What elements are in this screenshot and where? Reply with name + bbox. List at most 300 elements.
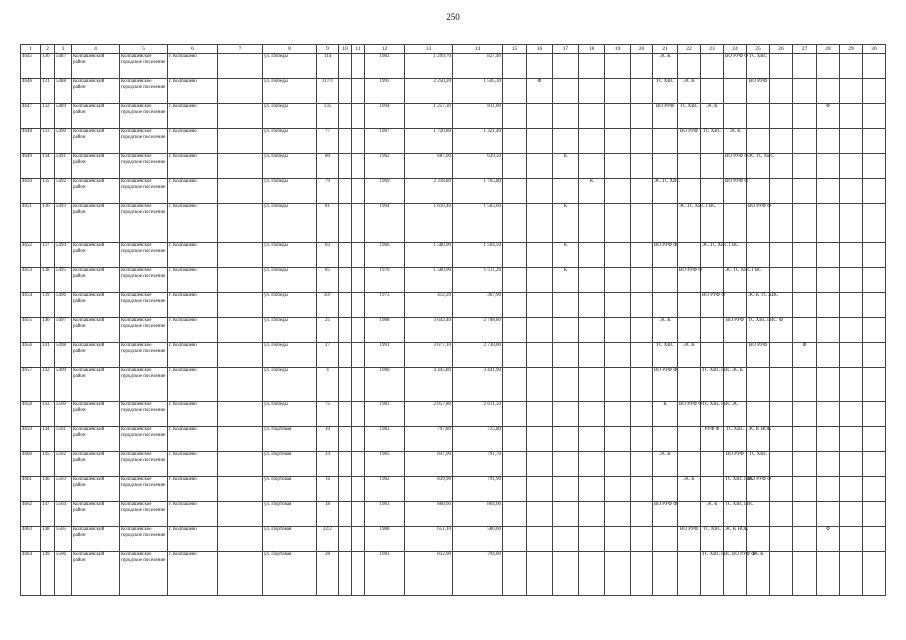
table-cell-col-27	[793, 552, 817, 596]
table-cell-col-24: ТС ХВС ГВС	[724, 502, 747, 527]
table-cell-col-13: 868,60	[405, 502, 453, 527]
table-cell-col-29	[840, 502, 863, 527]
table-cell-col-22	[678, 293, 701, 318]
table-cell-col-24: ВО РУФ Ф	[724, 179, 747, 204]
table-cell-col-20	[631, 79, 653, 104]
table-cell-col-6: г. Колпашево	[168, 179, 218, 204]
table-cell-col-14: 2 611,50	[453, 402, 503, 427]
table-cell-col-10	[339, 552, 352, 596]
table-cell-col-9: 27	[317, 343, 339, 368]
table-cell-col-12: 1983	[365, 402, 405, 427]
table-cell-col-26	[770, 343, 793, 368]
table-cell-col-27	[793, 318, 817, 343]
column-header-16: 16	[527, 45, 553, 54]
table-cell-col-8: ул. Победы	[263, 243, 317, 268]
column-header-13: 13	[405, 45, 453, 54]
table-cell-col-2: 141	[41, 343, 55, 368]
table-cell-col-29	[840, 452, 863, 477]
table-cell-col-2: 138	[41, 268, 55, 293]
table-cell-col-10	[339, 452, 352, 477]
table-cell-col-8: ул. Победы	[263, 129, 317, 154]
table-cell-col-14: 2 708,80	[453, 318, 503, 343]
table-cell-col-18	[579, 502, 605, 527]
column-header-26: 26	[770, 45, 793, 54]
table-cell-col-24: ТС ХВС ГВС	[724, 477, 747, 502]
table-cell-col-24	[724, 104, 747, 129]
table-cell-col-17	[553, 552, 579, 596]
table-cell-col-10	[339, 527, 352, 552]
table-cell-col-10	[339, 104, 352, 129]
table-cell-col-26	[770, 129, 793, 154]
table-cell-col-26	[770, 54, 793, 79]
column-header-18: 18	[579, 45, 605, 54]
table-cell-col-1: 4661	[21, 477, 41, 502]
table-cell-col-25: ЭС ТС ХВС	[747, 154, 770, 179]
table-cell-col-15	[503, 129, 527, 154]
table-cell-col-13: 412,20	[405, 293, 453, 318]
table-cell-col-18	[579, 129, 605, 154]
table-cell-col-5: Колпашевское городское поселение	[120, 477, 168, 502]
table-row	[21, 552, 886, 596]
table-cell-col-15	[503, 452, 527, 477]
table-row	[21, 154, 886, 179]
table-cell-col-23	[701, 268, 724, 293]
table-cell-col-17	[553, 129, 579, 154]
table-cell-col-7	[218, 268, 263, 293]
table-cell-col-8: ул. Портовая	[263, 552, 317, 596]
table-cell-col-21	[653, 552, 678, 596]
table-cell-col-27	[793, 54, 817, 79]
table-cell-col-12: 1988	[365, 527, 405, 552]
table-cell-col-7	[218, 477, 263, 502]
table-cell-col-25	[747, 527, 770, 552]
column-header-8: 8	[263, 45, 317, 54]
table-row	[21, 243, 886, 268]
table-cell-col-7	[218, 502, 263, 527]
table-row	[21, 502, 886, 527]
table-cell-col-12: 1985	[365, 452, 405, 477]
column-header-28: 28	[817, 45, 840, 54]
table-cell-col-22	[678, 368, 701, 402]
table-cell-col-29	[840, 552, 863, 596]
table-cell-col-30	[863, 343, 886, 368]
table-cell-col-17	[553, 368, 579, 402]
table-cell-col-28	[817, 452, 840, 477]
table-cell-col-8: ул. Победы	[263, 343, 317, 368]
table-cell-col-7	[218, 343, 263, 368]
table-cell-col-24	[724, 552, 747, 596]
table-cell-col-30	[863, 368, 886, 402]
table-cell-col-1: 4657	[21, 368, 41, 402]
table-cell-col-15	[503, 54, 527, 79]
table-cell-col-16	[527, 452, 553, 477]
table-cell-col-19	[605, 79, 631, 104]
table-cell-col-18	[579, 343, 605, 368]
table-cell-col-21: ВО РУФ	[653, 104, 678, 129]
table-cell-col-10	[339, 502, 352, 527]
table-cell-col-27	[793, 452, 817, 477]
table-cell-col-9: 83	[317, 243, 339, 268]
table-cell-col-11	[352, 402, 365, 427]
table-cell-col-26	[770, 243, 793, 268]
table-cell-col-26	[770, 452, 793, 477]
table-cell-col-5: Колпашевское городское поселение	[120, 427, 168, 452]
table-cell-col-23: ЭС К	[701, 104, 724, 129]
table-cell-col-4: Колпашевский район	[72, 452, 120, 477]
table-cell-col-18	[579, 54, 605, 79]
table-cell-col-26	[770, 104, 793, 129]
table-cell-col-10	[339, 402, 352, 427]
table-cell-col-20	[631, 154, 653, 179]
table-cell-col-23: ТС ХВС ГВС ЭС К	[701, 368, 724, 402]
table-cell-col-4: Колпашевский район	[72, 243, 120, 268]
table-cell-col-26	[770, 427, 793, 452]
table-cell-col-9: 114	[317, 54, 339, 79]
table-cell-col-1: 4656	[21, 343, 41, 368]
table-cell-col-9: 79	[317, 179, 339, 204]
table-cell-col-12: 1995	[365, 79, 405, 104]
table-cell-col-17: К	[553, 268, 579, 293]
table-cell-col-3: 5488	[55, 79, 72, 104]
table-cell-col-1: 4653	[21, 268, 41, 293]
table-cell-col-20	[631, 427, 653, 452]
table-cell-col-25: ТС ХВС	[747, 54, 770, 79]
table-cell-col-11	[352, 204, 365, 243]
table-cell-col-15	[503, 179, 527, 204]
table-cell-col-1: 4654	[21, 293, 41, 318]
table-cell-col-29	[840, 179, 863, 204]
table-cell-col-24	[724, 79, 747, 104]
table-cell-col-24: ВО РУФ Ф	[724, 154, 747, 179]
table-cell-col-27	[793, 179, 817, 204]
table-cell-col-22: ВО РУФ Ф	[678, 402, 701, 427]
table-cell-col-25: ТС ХВС ГВС	[747, 318, 770, 343]
table-cell-col-6: г. Колпашево	[168, 402, 218, 427]
table-cell-col-20	[631, 243, 653, 268]
table-cell-col-24: ЭС ТС ХВС ГВС	[724, 268, 747, 293]
table-cell-col-16	[527, 243, 553, 268]
table-cell-col-5: Колпашевское городское поселение	[120, 243, 168, 268]
table-cell-col-18	[579, 104, 605, 129]
table-cell-col-28	[817, 179, 840, 204]
table-cell-col-9: 14	[317, 452, 339, 477]
table-cell-col-25: ВО РУФ Ф	[747, 204, 770, 243]
table-cell-col-27	[793, 427, 817, 452]
column-header-2: 2	[41, 45, 55, 54]
table-cell-col-20	[631, 343, 653, 368]
table-cell-col-21	[653, 527, 678, 552]
table-cell-col-8: ул. Победы	[263, 402, 317, 427]
table-cell-col-3: 5502	[55, 452, 72, 477]
table-cell-col-7	[218, 402, 263, 427]
table-cell-col-9: 16	[317, 477, 339, 502]
table-cell-col-18	[579, 477, 605, 502]
table-cell-col-4: Колпашевский район	[72, 204, 120, 243]
table-cell-col-25	[747, 104, 770, 129]
table-cell-col-6: г. Колпашево	[168, 318, 218, 343]
table-cell-col-29	[840, 154, 863, 179]
table-cell-col-28	[817, 268, 840, 293]
table-cell-col-22	[678, 179, 701, 204]
table-cell-col-1: 4647	[21, 104, 41, 129]
table-cell-col-30	[863, 452, 886, 477]
column-header-15: 15	[503, 45, 527, 54]
table-cell-col-3: 5506	[55, 552, 72, 596]
table-cell-col-4: Колпашевский район	[72, 154, 120, 179]
column-header-24: 24	[724, 45, 747, 54]
table-cell-col-22: ВО РУФ Ф	[678, 268, 701, 293]
table-cell-col-23: ЭС К	[701, 502, 724, 527]
table-cell-col-13: 3 677,10	[405, 343, 453, 368]
table-cell-col-13: 687,00	[405, 154, 453, 179]
table-cell-col-25	[747, 129, 770, 154]
table-cell-col-15	[503, 104, 527, 129]
table-cell-col-10	[339, 477, 352, 502]
table-cell-col-27	[793, 129, 817, 154]
table-cell-col-16	[527, 104, 553, 129]
table-cell-col-4: Колпашевский район	[72, 54, 120, 79]
table-cell-col-8: ул. Победы	[263, 54, 317, 79]
column-header-22: 22	[678, 45, 701, 54]
table-cell-col-18: К	[579, 179, 605, 204]
table-cell-col-5: Колпашевское городское поселение	[120, 293, 168, 318]
table-cell-col-14: 1 545,30	[453, 79, 503, 104]
table-cell-col-14: 580,60	[453, 527, 503, 552]
table-cell-col-14: 639,50	[453, 154, 503, 179]
table-cell-col-13: 1 257,30	[405, 104, 453, 129]
table-cell-col-2: 147	[41, 502, 55, 527]
table-cell-col-27	[793, 368, 817, 402]
table-cell-col-11	[352, 179, 365, 204]
table-cell-col-14: 1 511,20	[453, 268, 503, 293]
table-cell-col-14: 725,80	[453, 427, 503, 452]
table-cell-col-28	[817, 502, 840, 527]
table-cell-col-28: Ф	[817, 104, 840, 129]
table-cell-col-20	[631, 54, 653, 79]
table-cell-col-27	[793, 268, 817, 293]
table-cell-col-2: 139	[41, 293, 55, 318]
table-cell-col-19	[605, 477, 631, 502]
table-cell-col-6: г. Колпашево	[168, 552, 218, 596]
table-cell-col-17	[553, 427, 579, 452]
table-cell-col-19	[605, 54, 631, 79]
table-cell-col-1: 4660	[21, 452, 41, 477]
table-cell-col-9: 4	[317, 368, 339, 402]
table-cell-col-20	[631, 179, 653, 204]
table-cell-col-25	[747, 368, 770, 402]
table-cell-col-8: ул. Портовая	[263, 477, 317, 502]
table-cell-col-10	[339, 427, 352, 452]
table-cell-col-5: Колпашевское городское поселение	[120, 502, 168, 527]
table-cell-col-23	[701, 318, 724, 343]
table-cell-col-15	[503, 427, 527, 452]
table-cell-col-16	[527, 204, 553, 243]
header-row	[21, 45, 886, 54]
table-cell-col-22: ВО РУФ	[678, 129, 701, 154]
table-cell-col-19	[605, 527, 631, 552]
table-cell-col-21	[653, 129, 678, 154]
table-cell-col-23: ТС ХВС ГВС	[701, 402, 724, 427]
column-header-19: 19	[605, 45, 631, 54]
table-cell-col-12: 1982	[365, 427, 405, 452]
table-cell-col-27: Ф	[793, 343, 817, 368]
table-cell-col-19	[605, 318, 631, 343]
table-cell-col-6: г. Колпашево	[168, 243, 218, 268]
table-cell-col-3: 5495	[55, 268, 72, 293]
table-cell-col-7	[218, 318, 263, 343]
table-cell-col-25: ВО РУФ Ф	[747, 477, 770, 502]
table-cell-col-5: Колпашевское городское поселение	[120, 204, 168, 243]
table-cell-col-30	[863, 427, 886, 452]
table-row	[21, 427, 886, 452]
table-cell-col-23	[701, 79, 724, 104]
table-cell-col-27	[793, 502, 817, 527]
table-cell-col-8: ул. Победы	[263, 293, 317, 318]
table-cell-col-14: 1 321,40	[453, 129, 503, 154]
table-cell-col-25	[747, 179, 770, 204]
table-cell-col-21: ВО РУФ Ф	[653, 243, 678, 268]
table-cell-col-9: 18	[317, 502, 339, 527]
table-cell-col-2: 149	[41, 552, 55, 596]
table-cell-col-27	[793, 402, 817, 427]
table-cell-col-23: ТС ХВС	[701, 527, 724, 552]
table-cell-col-19	[605, 268, 631, 293]
table-cell-col-4: Колпашевский район	[72, 527, 120, 552]
table-cell-col-3: 5499	[55, 368, 72, 402]
table-cell-col-14: 1 503,60	[453, 204, 503, 243]
column-header-20: 20	[631, 45, 653, 54]
table-cell-col-20	[631, 477, 653, 502]
table-cell-col-15	[503, 502, 527, 527]
table-cell-col-27	[793, 527, 817, 552]
table-cell-col-19	[605, 452, 631, 477]
table-cell-col-2: 143	[41, 402, 55, 427]
table-cell-col-19	[605, 243, 631, 268]
table-cell-col-18	[579, 402, 605, 427]
table-cell-col-2: 146	[41, 477, 55, 502]
table-cell-col-30	[863, 552, 886, 596]
column-header-29: 29	[840, 45, 863, 54]
table-cell-col-27	[793, 243, 817, 268]
table-cell-col-22	[678, 243, 701, 268]
table-cell-col-26	[770, 368, 793, 402]
table-cell-col-9: 10	[317, 427, 339, 452]
table-cell-col-13: 1 580,90	[405, 243, 453, 268]
table-cell-col-28: Ф	[817, 527, 840, 552]
table-cell-col-2: 135	[41, 179, 55, 204]
table-cell-col-19	[605, 293, 631, 318]
table-cell-col-19	[605, 427, 631, 452]
table-cell-col-5: Колпашевское городское поселение	[120, 54, 168, 79]
table-cell-col-30	[863, 477, 886, 502]
table-cell-col-10	[339, 243, 352, 268]
table-cell-col-23	[701, 54, 724, 79]
table-cell-col-25: ЭС К ТС ХВС	[747, 293, 770, 318]
table-cell-col-20	[631, 452, 653, 477]
table-cell-col-8: ул. Победы	[263, 104, 317, 129]
table-cell-col-7	[218, 527, 263, 552]
table-cell-col-3: 5501	[55, 427, 72, 452]
table-cell-col-10	[339, 268, 352, 293]
table-cell-col-5: Колпашевское городское поселение	[120, 552, 168, 596]
table-cell-col-11	[352, 527, 365, 552]
table-cell-col-6: г. Колпашево	[168, 452, 218, 477]
table-cell-col-9: 75	[317, 402, 339, 427]
table-cell-col-23	[701, 179, 724, 204]
column-header-5: 5	[120, 45, 168, 54]
table-cell-col-12: 1964	[365, 204, 405, 243]
table-cell-col-17: К	[553, 243, 579, 268]
table-cell-col-4: Колпашевский район	[72, 318, 120, 343]
table-cell-col-29	[840, 293, 863, 318]
table-cell-col-19	[605, 402, 631, 427]
table-cell-col-15	[503, 79, 527, 104]
table-row	[21, 54, 886, 79]
table-cell-col-13: 839,90	[405, 477, 453, 502]
table-cell-col-1: 4662	[21, 502, 41, 527]
table-cell-col-8: ул. Победы	[263, 79, 317, 104]
table-cell-col-24	[724, 293, 747, 318]
table-cell-col-13: 1 580,90	[405, 268, 453, 293]
table-cell-col-6: г. Колпашево	[168, 54, 218, 79]
table-cell-col-9: 77	[317, 129, 339, 154]
table-cell-col-29	[840, 402, 863, 427]
table-cell-col-6: г. Колпашево	[168, 368, 218, 402]
table-cell-col-17	[553, 502, 579, 527]
table-cell-col-21: ЭС К	[653, 318, 678, 343]
table-cell-col-16	[527, 54, 553, 79]
table-cell-col-1: 4659	[21, 427, 41, 452]
table-cell-col-7	[218, 427, 263, 452]
table-cell-col-3: 5490	[55, 129, 72, 154]
table-cell-col-1: 4658	[21, 402, 41, 427]
table-cell-col-16	[527, 179, 553, 204]
table-cell-col-11	[352, 293, 365, 318]
table-cell-col-1: 4645	[21, 54, 41, 79]
table-cell-col-7	[218, 368, 263, 402]
table-cell-col-3: 5498	[55, 343, 72, 368]
table-cell-col-22	[678, 318, 701, 343]
table-cell-col-17	[553, 293, 579, 318]
table-cell-col-30	[863, 318, 886, 343]
table-row	[21, 477, 886, 502]
table-cell-col-30	[863, 54, 886, 79]
table-cell-col-27	[793, 477, 817, 502]
table-cell-col-17	[553, 54, 579, 79]
table-cell-col-21	[653, 268, 678, 293]
table-cell-col-22: ВО РУФ	[678, 527, 701, 552]
table-cell-col-1: 4664	[21, 552, 41, 596]
table-cell-col-17	[553, 343, 579, 368]
table-cell-col-2: 134	[41, 154, 55, 179]
table-cell-col-23	[701, 343, 724, 368]
table-cell-col-28	[817, 318, 840, 343]
table-cell-col-20	[631, 268, 653, 293]
table-cell-col-3: 5497	[55, 318, 72, 343]
table-cell-col-6: г. Колпашево	[168, 154, 218, 179]
table-cell-col-28	[817, 343, 840, 368]
table-cell-col-10	[339, 368, 352, 402]
table-cell-col-21: ТС ХВС	[653, 79, 678, 104]
table-cell-col-4: Колпашевский район	[72, 268, 120, 293]
table-row	[21, 527, 886, 552]
table-cell-col-29	[840, 343, 863, 368]
table-cell-col-17	[553, 452, 579, 477]
table-cell-col-29	[840, 243, 863, 268]
table-cell-col-14: 1 765,80	[453, 179, 503, 204]
table-cell-col-5: Колпашевское городское поселение	[120, 343, 168, 368]
table-row	[21, 204, 886, 243]
